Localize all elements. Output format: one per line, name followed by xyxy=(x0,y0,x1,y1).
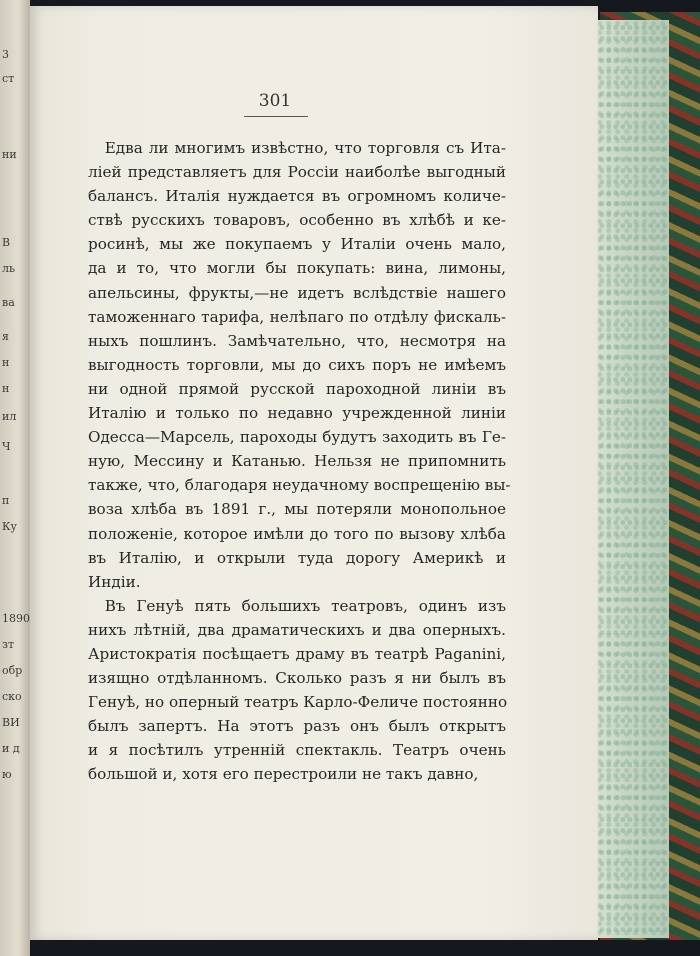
text-line: балансъ. Италія нуждается въ огромномъ количе- xyxy=(88,187,506,206)
text-line: Индіи. xyxy=(88,572,141,591)
paragraph-2 xyxy=(88,594,506,787)
text-line: Едва ли многимъ извѣстно, что торговля съ Ита- xyxy=(104,139,506,157)
text-line: Въ Генуѣ пять большихъ театровъ, одинъ изъ xyxy=(104,596,506,615)
left-page-fragment: п xyxy=(2,494,10,507)
left-page-fragment: 1890 xyxy=(2,612,30,625)
left-page-fragment: я xyxy=(2,330,9,343)
text-line: выгодность торговли, мы до сихъ поръ не имѣемъ xyxy=(88,355,506,374)
left-page-fragment: ст xyxy=(2,72,15,85)
left-page-fragment: ль xyxy=(2,262,15,275)
left-page-fragment: ю xyxy=(2,768,12,781)
text-line: ную, Мессину и Катанью. Нельзя не припомнить xyxy=(88,452,506,471)
text-line: ліей представляетъ для Россіи наиболѣе выгодный xyxy=(88,163,506,182)
page-number: 301 xyxy=(258,91,292,111)
text-line: также, что, благодаря неудачному воспрещенію вы- xyxy=(88,476,511,495)
left-page-fragment: ско xyxy=(2,690,22,703)
text-line: въ Италію, и открыли туда дорогу Америкѣ и xyxy=(88,548,506,567)
book-page xyxy=(30,6,598,940)
page-block-edge xyxy=(596,20,669,938)
text-line: нихъ лѣтній, два драматическихъ и два оперныхъ. xyxy=(88,620,506,639)
left-page-fragment: Ч xyxy=(2,440,11,453)
left-page-fragment: ни xyxy=(2,148,17,161)
text-line: Генуѣ, но оперный театръ Карло-Феличе постоянно xyxy=(88,693,508,712)
page-text xyxy=(88,136,511,787)
page-number-rule xyxy=(244,116,308,117)
left-page-fragment: ва xyxy=(2,296,15,309)
left-page-fragment: 3 xyxy=(2,48,9,61)
text-line: положеніе, которое имѣли до того по вызову хлѣба xyxy=(88,524,506,543)
text-line: Одесса—Марсель, пароходы будутъ заходить въ Ге- xyxy=(88,428,506,447)
text-line: воза хлѣба въ 1891 г., мы потеряли монопольное xyxy=(88,500,506,519)
text-line: росинѣ, мы же покупаемъ у Италіи очень мало, xyxy=(88,235,506,254)
text-line: Аристократія посѣщаетъ драму въ театрѣ Paganini, xyxy=(88,644,506,663)
text-line: ствѣ русскихъ товаровъ, особенно въ хлѣбѣ и ке- xyxy=(88,211,506,230)
left-page-fragment: зт xyxy=(2,638,15,651)
text-line: ныхъ пошлинъ. Замѣчательно, что, несмотря на xyxy=(88,331,506,350)
left-page-fragment: ил xyxy=(2,410,17,423)
left-page-fragment: В xyxy=(2,236,11,249)
left-page-fragment: ВИ xyxy=(2,716,20,729)
text-line: ни одной прямой русской пароходной линіи въ xyxy=(88,379,506,398)
left-page-fragment: н xyxy=(2,356,10,369)
left-page-fragment: и д xyxy=(2,742,20,755)
text-line: былъ запертъ. На этотъ разъ онъ былъ открытъ xyxy=(88,717,506,736)
text-line: таможеннаго тарифа, нелѣпаго по отдѣлу фискаль- xyxy=(88,307,506,326)
text-line: большой и, хотя его перестроили не такъ давно, xyxy=(88,765,479,784)
text-line: и я посѣтилъ утренній спектакль. Театръ очень xyxy=(88,741,506,760)
text-line: апельсины, фрукты,—не идетъ вслѣдствіе нашего xyxy=(88,283,506,302)
previous-page-edge xyxy=(0,0,30,956)
text-line: да и то, что могли бы покупать: вина, лимоны, xyxy=(88,259,506,278)
text-line: изящно отдѣланномъ. Сколько разъ я ни былъ въ xyxy=(88,669,506,688)
paragraph-1 xyxy=(88,136,511,594)
text-line: Италію и только по недавно учрежденной линіи xyxy=(88,404,506,423)
left-page-fragment: обр xyxy=(2,664,23,677)
left-page-fragment: Ку xyxy=(2,520,17,533)
left-page-fragment: н xyxy=(2,382,10,395)
